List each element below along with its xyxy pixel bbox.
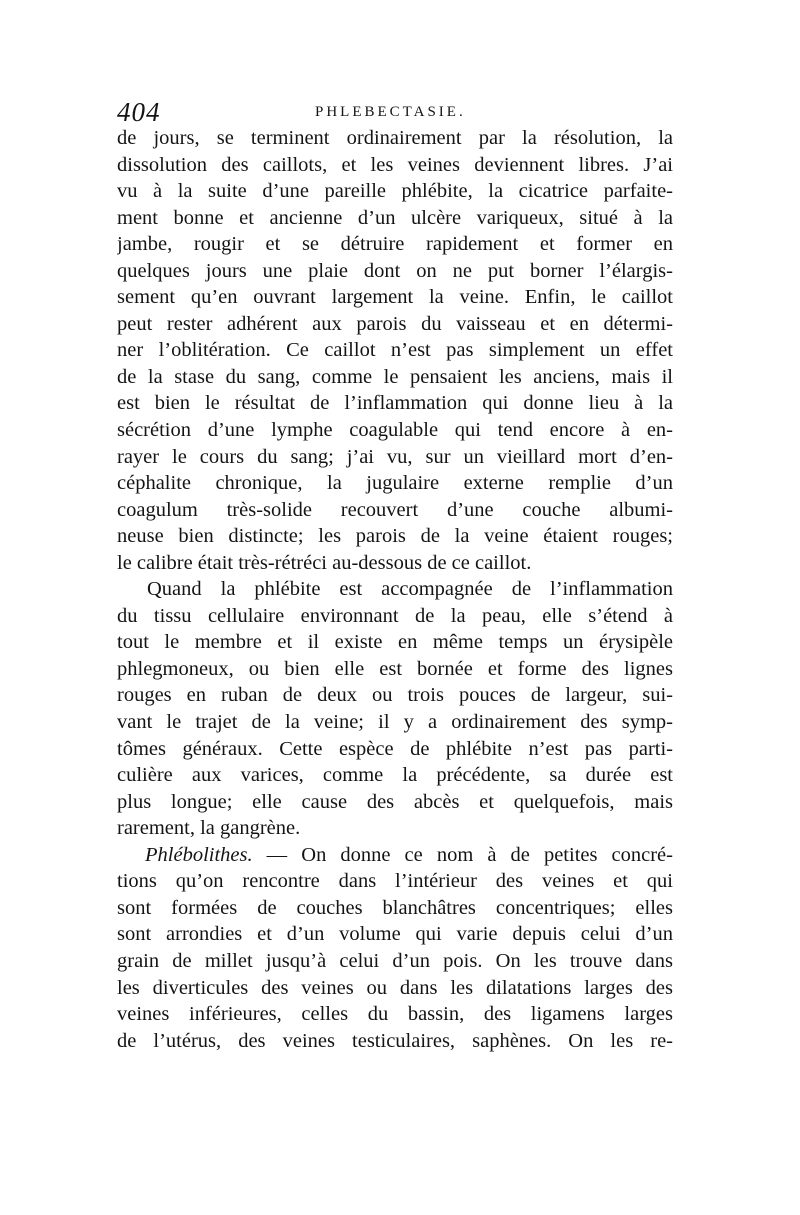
text-line: Quand la phlébite est accompagnée de l’inflammation: [147, 578, 673, 601]
text-line: rarement, la gangrène.: [117, 817, 301, 840]
text-line: rayer le cours du sang; j’ai vu, sur un vieillard mort d’en-: [117, 445, 673, 468]
page-number: 404: [117, 97, 161, 127]
text-line: grain de millet jusqu’à celui d’un pois. On les trouve dans: [117, 949, 673, 972]
paragraph-2: [117, 576, 673, 841]
text-line: peut rester adhérent aux parois du vaisseau et en détermi-: [117, 312, 673, 335]
text-line: ment bonne et ancienne d’un ulcère variqueux, situé à la: [117, 206, 673, 229]
text-line: de jours, se terminent ordinairement par la résolution, la: [117, 127, 673, 149]
text-line: coagulum très-solide recouvert d’une couche albumi-: [117, 498, 673, 521]
text-line: plus longue; elle cause des abcès et quelquefois, mais: [117, 790, 673, 813]
text-line: phlegmoneux, ou bien elle est bornée et forme des lignes: [117, 657, 673, 680]
text-line: du tissu cellulaire environnant de la peau, elle s’étend à: [117, 604, 673, 627]
text-line: les diverticules des veines ou dans les dilatations larges des: [117, 976, 673, 999]
body-text: [117, 125, 673, 1054]
text-line: quelques jours une plaie dont on ne put borner l’élargis-: [117, 259, 673, 282]
running-title: PHLEBECTASIE.: [315, 104, 466, 120]
text-line: est bien le résultat de l’inflammation qui donne lieu à la: [117, 392, 673, 415]
text-line: de l’utérus, des veines testiculaires, saphènes. On les re-: [117, 1029, 673, 1052]
text-line: sont formées de couches blanchâtres concentriques; elles: [117, 896, 673, 919]
text-line: tions qu’on rencontre dans l’intérieur des veines et qui: [117, 870, 673, 893]
text-line: ner l’oblitération. Ce caillot n’est pas simplement un effet: [117, 339, 673, 362]
text-line: jambe, rougir et se détruire rapidement et former en: [117, 233, 673, 256]
paragraph-1: [117, 125, 673, 576]
text-line: rouges en ruban de deux ou trois pouces de largeur, sui-: [117, 684, 673, 707]
text-line: céphalite chronique, la jugulaire externe remplie d’un: [117, 472, 673, 495]
text-line: vu à la suite d’une pareille phlébite, la cicatrice parfaite-: [117, 180, 673, 203]
paragraph-3: [117, 842, 673, 1054]
text-line: tout le membre et il existe en même temps un érysipèle: [117, 631, 673, 654]
text-line: dissolution des caillots, et les veines deviennent libres. J’ai: [117, 153, 673, 176]
text-line: neuse bien distincte; les parois de la veine étaient rouges;: [117, 525, 673, 548]
text-line: [117, 842, 673, 869]
text-line: vant le trajet de la veine; il y a ordinairement des symp-: [117, 711, 673, 734]
text-line: culière aux varices, comme la précédente, sa durée est: [117, 764, 673, 787]
text-line: de la stase du sang, comme le pensaient les anciens, mais il: [117, 365, 673, 388]
text-line: tômes généraux. Cette espèce de phlébite n’est pas parti-: [117, 737, 673, 760]
text-fragment: — On donne ce nom à de petites concré-: [252, 843, 673, 866]
text-line: sement qu’en ouvrant largement la veine. Enfin, le caillot: [117, 286, 673, 309]
text-line: le calibre était très-rétréci au-dessous de ce caillot.: [117, 551, 532, 574]
text-line: veines inférieures, celles du bassin, des ligamens larges: [117, 1003, 673, 1026]
text-line: sécrétion d’une lymphe coagulable qui tend encore à en-: [117, 419, 673, 442]
section-term: Phlébolithes.: [145, 843, 253, 866]
text-line: sont arrondies et d’un volume qui varie depuis celui d’un: [117, 923, 673, 946]
